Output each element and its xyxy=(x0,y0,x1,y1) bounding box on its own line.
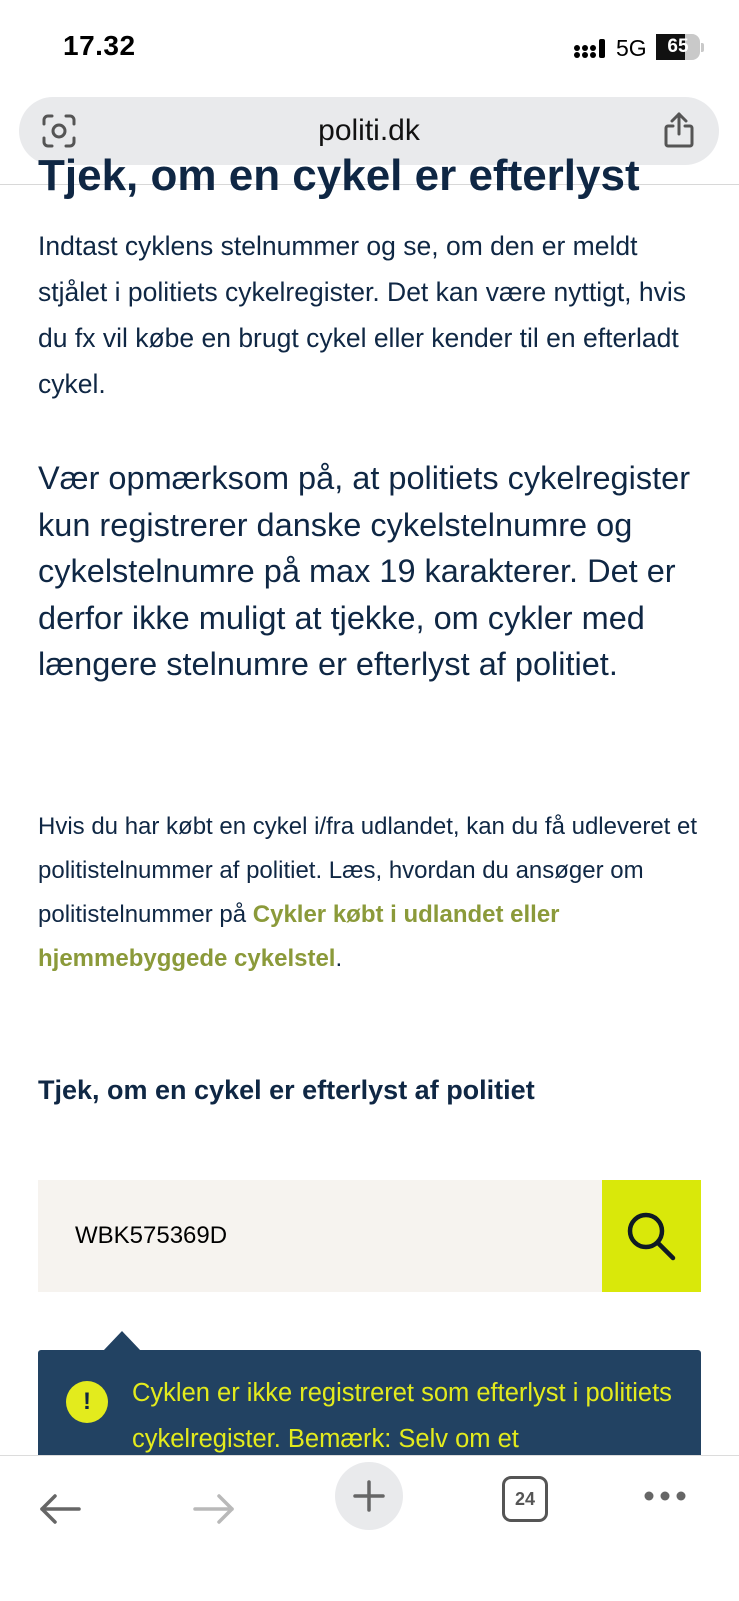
frame-number-input[interactable] xyxy=(75,1180,575,1292)
abroad-info-text xyxy=(38,805,703,981)
browser-toolbar xyxy=(0,1455,739,1601)
form-heading: Tjek, om en cykel er efterlyst af politiet xyxy=(38,1075,535,1105)
alert-message: Cyklen er ikke registreret som efterlyst i politiets cykelregister. Bemærk: Selv om et xyxy=(132,1379,672,1453)
battery-level: 65 xyxy=(667,36,689,57)
intro-text: Indtast cyklens stelnummer og se, om den er meldt stjålet i politiets cykelregister. Det kan være nyttigt, hvis du fx vil købe en brugt cykel eller kender til en efterladt cykel. xyxy=(38,231,687,399)
back-arrow-icon[interactable] xyxy=(38,1492,82,1526)
notice-text: Vær opmærksom på, at politiets cykelregister kun registrerer danske cykelstelnumre og cykelstelnumre på max 19 karakterer. Det er derfor ikke muligt at tjekke, om cykler med længere stelnumre er efterlyst af politiet. xyxy=(38,460,691,682)
network-type: 5G xyxy=(616,35,647,61)
abroad-text: Hvis du har købt en cykel i/fra udlandet, kan du få udleveret et politistelnummer af politiet. Læs, hvordan du ansøger om politistelnummer på xyxy=(38,813,698,928)
battery-icon xyxy=(656,34,702,60)
page-content xyxy=(0,151,739,1455)
cellular-signal-icon xyxy=(573,37,607,59)
abroad-link[interactable]: Cykler købt i udlandet eller hjemmebyggede cykelstel xyxy=(38,901,560,972)
new-tab-button[interactable] xyxy=(335,1462,403,1530)
status-bar xyxy=(0,0,739,92)
plus-icon xyxy=(352,1479,386,1513)
alert-pointer xyxy=(103,1331,141,1351)
forward-arrow-icon[interactable] xyxy=(192,1492,236,1526)
url-text[interactable]: politi.dk xyxy=(318,114,420,147)
more-options-icon[interactable] xyxy=(643,1490,687,1502)
exclamation-icon: ! xyxy=(66,1381,108,1423)
share-icon[interactable] xyxy=(659,110,699,150)
status-time: 17.32 xyxy=(63,30,136,61)
tabs-button[interactable]: 24 xyxy=(502,1476,548,1522)
abroad-end: . xyxy=(335,945,343,972)
search-button[interactable] xyxy=(602,1180,701,1292)
search-field[interactable] xyxy=(38,1180,602,1292)
search-icon xyxy=(623,1208,679,1264)
page-title: Tjek, om en cykel er efterlyst xyxy=(38,151,640,200)
